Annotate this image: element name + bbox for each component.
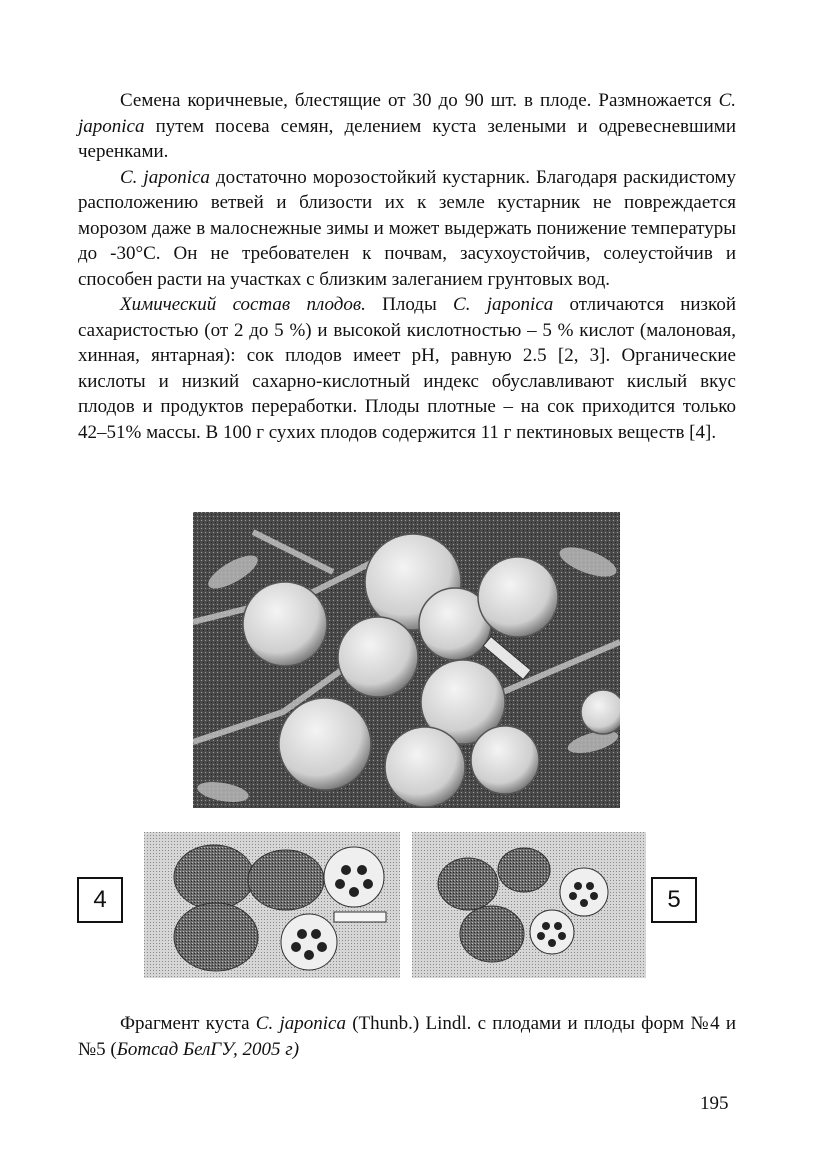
caption-text-rest: (Thunb.) Lindl. с плодами и плоды форм №4 и №5 ( [78, 1013, 736, 1060]
species-name: C. japonica [78, 90, 736, 137]
chemistry-text: Плоды [365, 294, 454, 315]
form-4-fruits-photo [144, 832, 400, 978]
species-name: C. japonica [120, 166, 210, 188]
form-5-fruits-photo [412, 832, 646, 978]
seeds-text: Семена коричневые, блестящие от 30 до 90 шт. в плоде. Размножается [120, 90, 719, 111]
form-number: 4 [93, 886, 107, 913]
form-5-label [651, 877, 697, 923]
propagation-text: путем посева семян, делением куста зелеными и одревесневшими черенками. [78, 115, 736, 162]
paragraph-chemistry [78, 292, 736, 445]
bush-with-fruits-photo [193, 512, 620, 808]
paragraph-hardiness [78, 165, 736, 293]
section-heading: Химический состав плодов. [120, 294, 366, 315]
figure-caption [78, 1011, 736, 1063]
caption-text: Фрагмент куста [120, 1013, 256, 1034]
hardiness-text: достаточно морозостойкий кустарник. Благодаря раскидистому расположению ветвей и близости их к земле кустарник не повреждается морозом даже в малоснежные зимы и может выдержать понижение температуры до -30°С. Он не требователен к почвам, засухоустойчив, солеустойчив и способен расти на участках с близким залеганием грунтовых вод. [78, 166, 736, 290]
form-number: 5 [667, 886, 681, 913]
species-name: C. japonica [453, 294, 554, 315]
caption-source: Ботсад БелГУ, 2005 г) [116, 1039, 300, 1060]
chemistry-text-rest: отличаются низкой сахаристостью (от 2 до 5 %) и высокой кислотностью – 5 % кислот (малоновая, хинная, янтарная): сок плодов имеет pH, равную 2.5 [2, 3]. Органические кислоты и низкий сахарно-кислотный индекс обуславливают кислый вкус плодов и продуктов переработки. Плоды плотные – на сок приходится только 42–51% массы. В 100 г сухих плодов содержится 11 г пектиновых веществ [4]. [78, 294, 736, 443]
paragraph-seeds [78, 88, 736, 165]
page-number: 195 [700, 1093, 729, 1114]
form-4-label [77, 877, 123, 923]
species-name: C. japonica [255, 1013, 346, 1034]
body-text [78, 88, 736, 445]
